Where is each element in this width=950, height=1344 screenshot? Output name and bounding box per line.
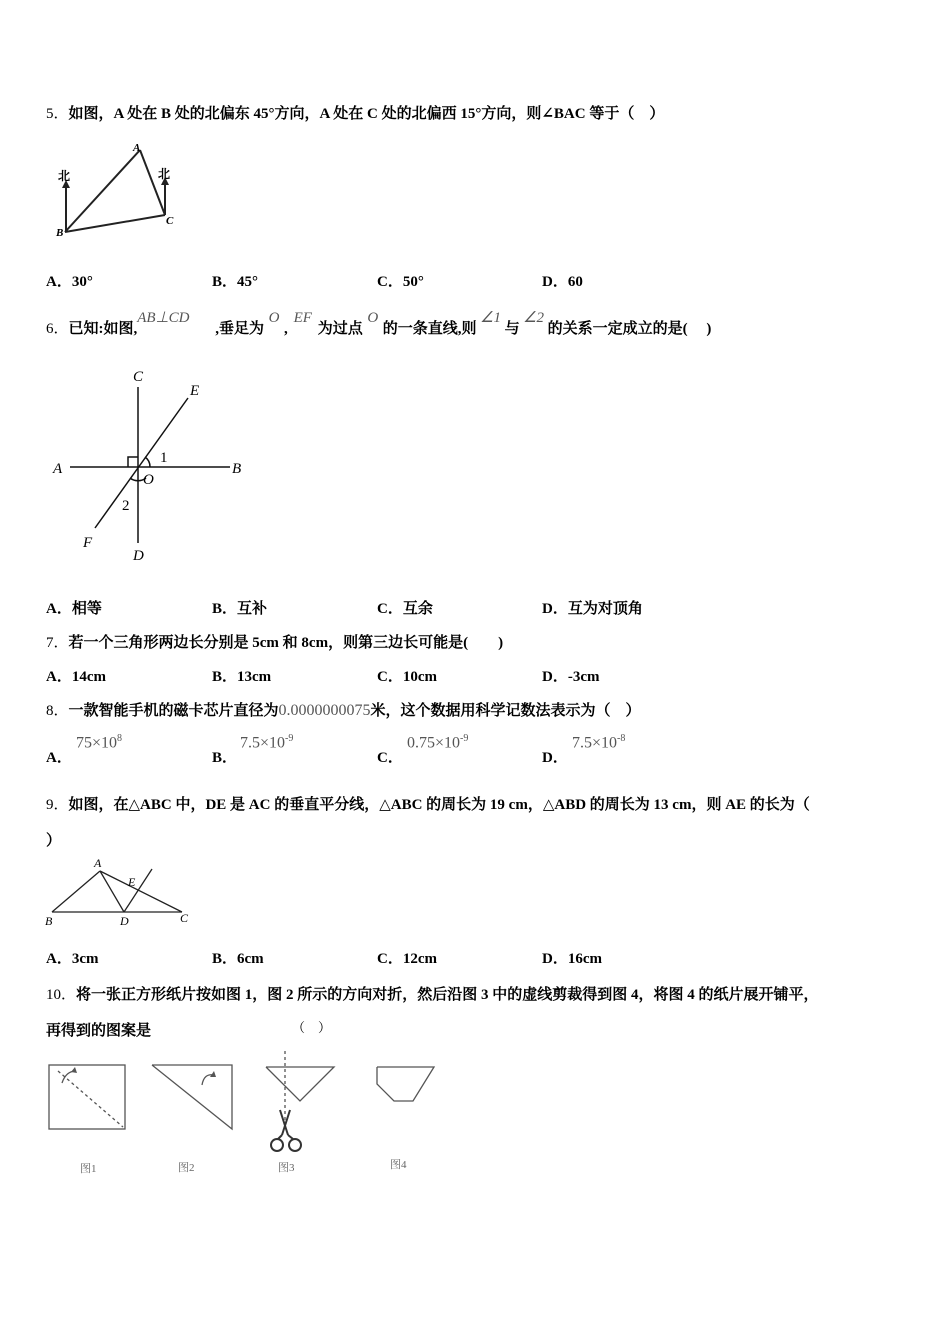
- question-10: [46, 983, 819, 1004]
- question-number: 7．: [46, 635, 69, 651]
- option-d[interactable]: D．-3cm: [542, 669, 600, 685]
- math-o: O: [268, 310, 280, 326]
- option-base: 7.5×10: [572, 734, 618, 752]
- math-o: O: [367, 310, 379, 326]
- question-text: 的关系一定成立的是( ): [547, 321, 712, 337]
- option-a[interactable]: A．3cm: [46, 951, 99, 967]
- question-9: [46, 793, 810, 814]
- option-label: C．: [377, 750, 403, 766]
- question-number: 5．: [46, 106, 69, 122]
- option-c[interactable]: C．互余: [377, 601, 433, 617]
- label-b: B: [232, 461, 242, 477]
- label-north-c: 北: [158, 167, 171, 181]
- option-base: 75×10: [76, 734, 118, 752]
- question-number: 9．: [46, 797, 69, 813]
- question-number: 10．: [46, 987, 77, 1003]
- question-text: 将一张正方形纸片按如图 1，图 2 所示的方向对折，然后沿图 3 中的虚线剪裁得到图 4，将图 4 的纸片展开铺平，: [76, 987, 819, 1003]
- caption-fig1: 图1: [80, 1163, 97, 1175]
- option-c[interactable]: C．50°: [377, 274, 424, 290]
- option-b[interactable]: B．13cm: [212, 669, 272, 685]
- question-10-continued: [46, 1019, 332, 1040]
- question-text: 的一条直线,则: [382, 321, 477, 337]
- label-e: E: [190, 383, 200, 399]
- option-d[interactable]: D．60: [542, 274, 583, 290]
- label-c: C: [180, 911, 189, 925]
- option-b[interactable]: B．6cm: [212, 951, 264, 967]
- label-d: D: [133, 548, 144, 564]
- math-ef: EF: [293, 310, 312, 326]
- option-d[interactable]: D．16cm: [542, 951, 602, 967]
- option-c[interactable]: C．10cm: [377, 669, 437, 685]
- question-5: [46, 102, 664, 123]
- question-text: 为过点: [317, 321, 363, 337]
- answer-paren: （ ）: [292, 1020, 332, 1035]
- option-base: 0.75×10: [407, 734, 461, 752]
- angle-2-label: 2: [122, 498, 130, 514]
- label-a: A: [133, 142, 141, 154]
- figure-q10: [44, 1045, 444, 1180]
- label-f: F: [83, 535, 93, 551]
- option-b[interactable]: B．45°: [212, 274, 259, 290]
- option-base: 7.5×10: [240, 734, 286, 752]
- label-d: D: [120, 914, 129, 928]
- option-exponent: -8: [617, 733, 626, 744]
- question-text: 若一个三角形两边长分别是 5cm 和 8cm，则第三边长可能是( ): [68, 635, 504, 651]
- option-a[interactable]: A．相等: [46, 601, 102, 617]
- math-angle-1: ∠1: [480, 310, 502, 326]
- label-o: O: [143, 472, 154, 488]
- caption-fig2: 图2: [178, 1162, 195, 1174]
- option-d[interactable]: D．互为对顶角: [542, 601, 643, 617]
- label-a: A: [53, 461, 63, 477]
- question-6: [46, 310, 712, 338]
- question-text: ,垂足为: [215, 321, 265, 337]
- option-exponent: -9: [285, 733, 294, 744]
- question-text: 米，这个数据用科学记数法表示为（ ）: [370, 703, 641, 719]
- option-c[interactable]: C．12cm: [377, 951, 437, 967]
- question-text: 如图，A 处在 B 处的北偏东 45°方向，A 处在 C 处的北偏西 15°方向，则∠BAC 等于（ ）: [68, 106, 665, 122]
- angle-1-label: 1: [160, 450, 168, 466]
- option-value: [76, 733, 122, 752]
- math-angle-2: ∠2: [523, 310, 545, 326]
- option-value: [572, 733, 625, 752]
- label-b: B: [56, 227, 64, 239]
- option-label: A．: [46, 750, 72, 766]
- label-north-b: 北: [58, 169, 71, 183]
- option-label: B．: [212, 750, 238, 766]
- option-a[interactable]: A．30°: [46, 274, 93, 290]
- question-9-continued: ）: [46, 833, 62, 849]
- question-text: 再得到的图案是: [46, 1023, 152, 1039]
- figure-q5: [50, 140, 190, 240]
- label-b: B: [45, 914, 53, 928]
- question-7: [46, 631, 503, 652]
- caption-fig3: 图3: [278, 1162, 295, 1174]
- label-a: A: [94, 856, 102, 870]
- question-8: [46, 699, 641, 720]
- option-exponent: -9: [460, 733, 469, 744]
- label-c: C: [133, 369, 144, 385]
- question-text: 与: [504, 321, 520, 337]
- question-text: 如图，在△ABC 中，DE 是 AC 的垂直平分线，△ABC 的周长为 19 cm，△ABD 的周长为 13 cm，则 AE 的长为（: [68, 797, 810, 813]
- caption-fig4: 图4: [390, 1159, 407, 1171]
- question-number: 6．: [46, 321, 69, 337]
- option-label: D．: [542, 750, 568, 766]
- label-c: C: [166, 215, 174, 227]
- figure-q6: [50, 365, 260, 570]
- option-exponent: 8: [117, 733, 123, 744]
- option-value: [407, 733, 468, 752]
- question-number: 8．: [46, 703, 69, 719]
- question-text: ,: [284, 321, 288, 337]
- question-text: 已知:如图,: [68, 321, 138, 337]
- option-b[interactable]: B．互补: [212, 601, 268, 617]
- figure-q9: [44, 855, 194, 930]
- math-decimal: 0.0000000075: [278, 702, 371, 719]
- question-text: 一款智能手机的磁卡芯片直径为: [68, 703, 279, 719]
- label-e: E: [128, 875, 136, 889]
- math-ab-perp-cd: AB⊥CD: [137, 310, 190, 326]
- option-a[interactable]: A．14cm: [46, 669, 106, 685]
- option-value: [240, 733, 293, 752]
